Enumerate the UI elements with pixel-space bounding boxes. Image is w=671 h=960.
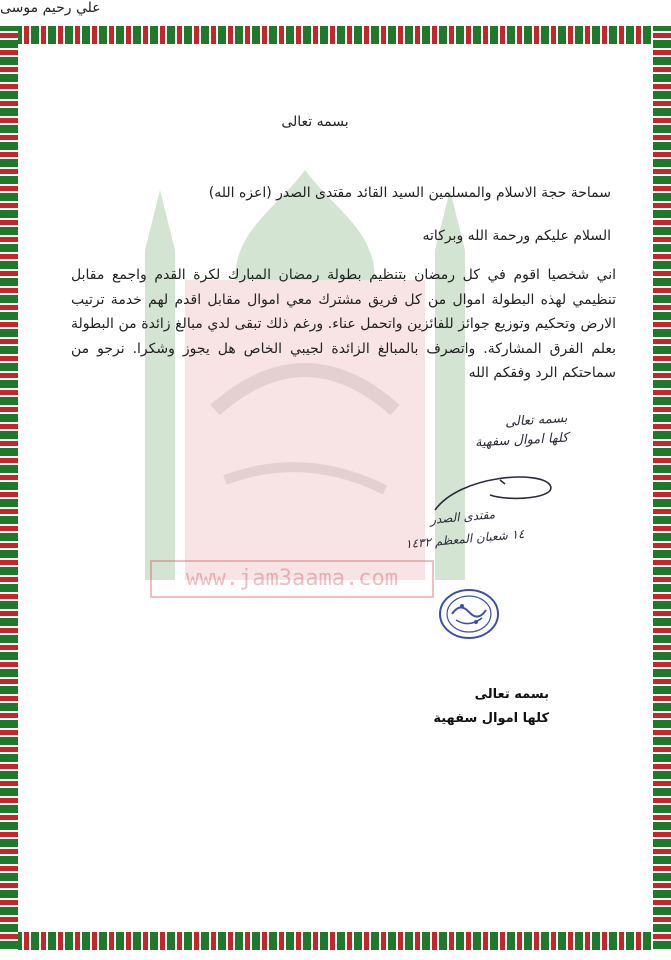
signature-flourish xyxy=(430,470,560,515)
watermark-url: www.jam3aama.com xyxy=(150,560,434,598)
official-seal-stamp xyxy=(438,588,500,640)
left-ornament-border xyxy=(0,26,18,950)
basmala-heading: بسمه تعالى xyxy=(281,114,349,130)
top-ornament-border xyxy=(0,26,671,44)
letter-body: اني شخصيا اقوم في كل رمضان بتنظيم بطولة رمضان المبارك لكرة القدم واجمع مقابل تنظيمي لهذه البطولة اموال من كل فريق مشترك معي اموال مقابل اقدم لهم خدمة ترتيب الارض وتحكيم وتوزيع جوائز للفائزين واتحمل عناء. ورغم ذلك تبقى لدي مبالغ زائدة من البطولة بعلم الفرق المشاركة. واتصرف بالمبالغ الزائدة لجيبي الخاص هل يجوز وشكرا. نرجو من سماحتكم الرد وفقكم الله xyxy=(71,267,616,381)
handwritten-ruling: كلها اموال سفهية xyxy=(474,430,569,451)
handwritten-date: ١٤ شعبان المعظم ١٤٣٢ xyxy=(404,526,525,552)
handwritten-signer-name: مقتدى الصدر xyxy=(429,507,496,527)
typed-reply-ruling: كلها اموال سفهية xyxy=(433,711,549,726)
typed-reply-basmala: بسمه تعالى xyxy=(474,687,549,702)
right-ornament-border xyxy=(653,26,671,950)
bottom-ornament-border xyxy=(0,932,671,950)
sender-signature: علي رحيم موسى xyxy=(0,0,101,16)
handwritten-basmala: بسمه تعالى xyxy=(504,410,568,431)
addressee-line: سماحة حجة الاسلام والمسلمين السيد القائد مقتدى الصدر (اعزه الله) xyxy=(208,185,611,201)
greeting-line: السلام عليكم ورحمة الله وبركاته xyxy=(422,228,611,244)
